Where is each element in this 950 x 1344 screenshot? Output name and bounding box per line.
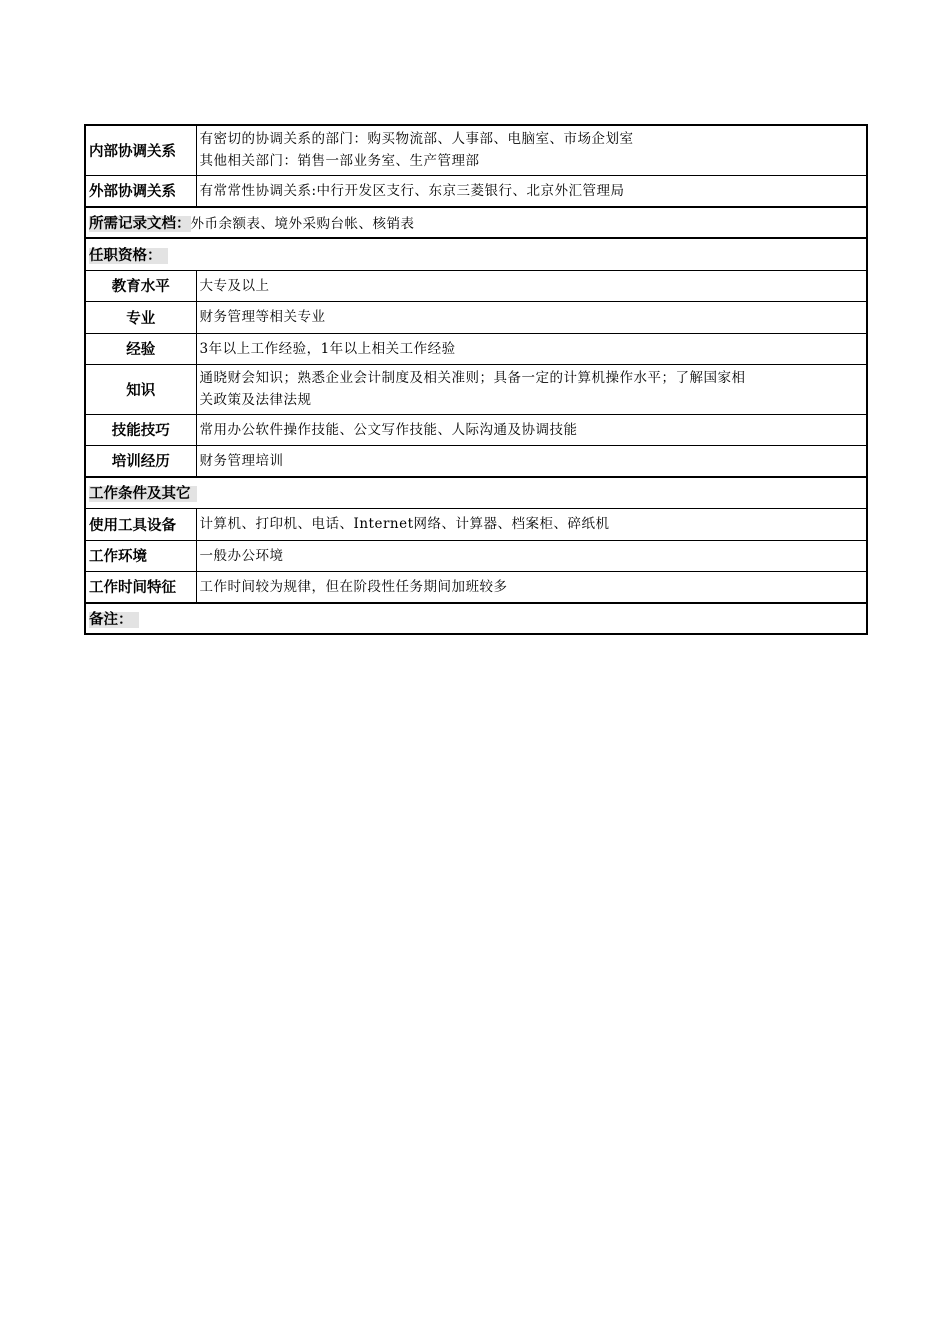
qualifications-header: 任职资格： <box>89 248 168 264</box>
knowledge-line2: 关政策及法律法规 <box>199 392 312 408</box>
experience-value: 3年以上工作经验，1年以上相关工作经验 <box>196 333 867 364</box>
conditions-header-row <box>85 477 867 508</box>
external-coordination-value: 有常常性协调关系:中行开发区支行、东京三菱银行、北京外汇管理局 <box>196 175 867 207</box>
training-value: 财务管理培训 <box>196 445 867 477</box>
training-row <box>85 445 867 477</box>
knowledge-value <box>196 364 867 414</box>
skills-row <box>85 414 867 445</box>
education-label: 教育水平 <box>85 270 196 301</box>
work-time-label: 工作时间特征 <box>85 571 196 603</box>
environment-value: 一般办公环境 <box>196 540 867 571</box>
work-time-row <box>85 571 867 603</box>
records-label: 所需记录文档： <box>89 216 191 232</box>
work-time-value: 工作时间较为规律，但在阶段性任务期间加班较多 <box>196 571 867 603</box>
major-label: 专业 <box>85 301 196 333</box>
tools-row <box>85 508 867 540</box>
remarks-cell <box>85 603 867 634</box>
experience-row <box>85 333 867 364</box>
records-row <box>85 207 867 238</box>
education-row <box>85 270 867 301</box>
knowledge-line1: 通晓财会知识；熟悉企业会计制度及相关准则；具备一定的计算机操作水平；了解国家相 <box>199 370 746 386</box>
environment-label: 工作环境 <box>85 540 196 571</box>
qualifications-header-row <box>85 238 867 270</box>
internal-coordination-row <box>85 125 867 175</box>
remarks-label: 备注： <box>89 612 139 628</box>
job-description-table <box>84 124 868 635</box>
skills-label: 技能技巧 <box>85 414 196 445</box>
major-row <box>85 301 867 333</box>
conditions-header-cell <box>85 477 867 508</box>
internal-coordination-label: 内部协调关系 <box>85 125 196 175</box>
training-label: 培训经历 <box>85 445 196 477</box>
qualifications-header-cell <box>85 238 867 270</box>
education-value: 大专及以上 <box>196 270 867 301</box>
remarks-row <box>85 603 867 634</box>
internal-coordination-value <box>196 125 867 175</box>
conditions-header: 工作条件及其它 <box>89 486 197 502</box>
environment-row <box>85 540 867 571</box>
skills-value: 常用办公软件操作技能、公文写作技能、人际沟通及协调技能 <box>196 414 867 445</box>
experience-label: 经验 <box>85 333 196 364</box>
external-coordination-row <box>85 175 867 207</box>
major-value: 财务管理等相关专业 <box>196 301 867 333</box>
external-coordination-label: 外部协调关系 <box>85 175 196 207</box>
records-value: 外币余额表、境外采购台帐、核销表 <box>190 216 415 232</box>
tools-value: 计算机、打印机、电话、Internet网络、计算器、档案柜、碎纸机 <box>196 508 867 540</box>
records-cell <box>85 207 867 238</box>
internal-coordination-line2: 其他相关部门：销售一部业务室、生产管理部 <box>199 153 480 170</box>
knowledge-label: 知识 <box>85 364 196 414</box>
knowledge-row <box>85 364 867 414</box>
tools-label: 使用工具设备 <box>85 508 196 540</box>
internal-coordination-line1: 有密切的协调关系的部门：购买物流部、人事部、电脑室、市场企划室 <box>199 131 634 148</box>
